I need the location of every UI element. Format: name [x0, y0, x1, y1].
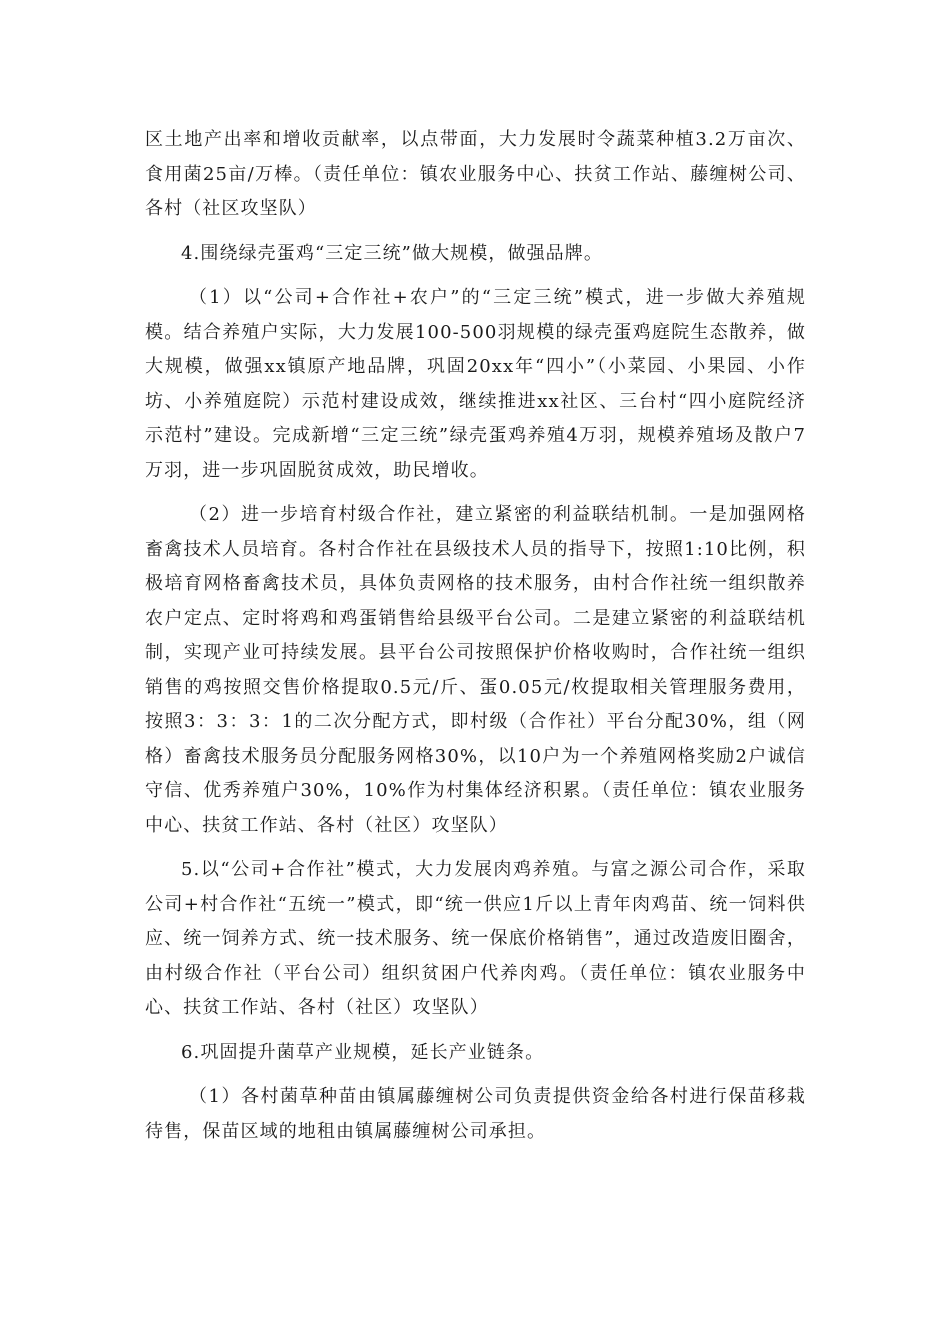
paragraph-item-6-1: （1）各村菌草种苗由镇属藤缠树公司负责提供资金给各村进行保苗移栽待售，保苗区域的地租由镇属藤缠树公司承担。 [145, 1086, 806, 1142]
paragraph-item-4-2: （2）进一步培育村级合作社，建立紧密的利益联结机制。一是加强网格畜禽技术人员培育。各村合作社在县级技术人员的指导下，按照1:10比例，积极培育网格畜禽技术员，具体负责网格的技术服务，由村合作社统一组织散养农户定点、定时将鸡和鸡蛋销售给县级平台公司。二是建立紧密的利益联结机制，实现产业可持续发展。县平台公司按照保护价格收购时，合作社统一组织销售的鸡按照交售价格提取0.5元/斤、蛋0.05元/枚提取相关管理服务费用，按照3：3：3：1的二次分配方式，即村级（合作社）平台分配30%，组（网格）畜禽技术服务员分配服务网格30%，以10户为一个养殖网格奖励2户诚信守信、优秀养殖户30%，10%作为村集体经济积累。（责任单位：镇农业服务中心、扶贫工作站、各村（社区）攻坚队） [145, 504, 806, 836]
paragraph-continuation: 区土地产出率和增收贡献率，以点带面，大力发展时令蔬菜种植3.2万亩次、食用菌25亩/万棒。（责任单位：镇农业服务中心、扶贫工作站、藤缠树公司、各村（社区攻坚队） [145, 129, 806, 219]
paragraph-item-4-heading: 4.围绕绿壳蛋鸡“三定三统”做大规模，做强品牌。 [181, 242, 603, 264]
paragraph-item-5: 5.以“公司+合作社”模式，大力发展肉鸡养殖。与富之源公司合作，采取公司+村合作社“五统一”模式，即“统一供应1斤以上青年肉鸡苗、统一饲料供应、统一饲养方式、统一技术服务、统一保底价格销售”，通过改造废旧圈舍，由村级合作社（平台公司）组织贫困户代养肉鸡。（责任单位：镇农业服务中心、扶贫工作站、各村（社区）攻坚队） [145, 859, 806, 1018]
paragraph-item-6-heading: 6.巩固提升菌草产业规模，延长产业链条。 [181, 1041, 545, 1063]
paragraph-item-4-1: （1）以“公司+合作社+农户”的“三定三统”模式，进一步做大养殖规模。结合养殖户实际，大力发展100-500羽规模的绿壳蛋鸡庭院生态散养，做大规模，做强xx镇原产地品牌，巩固20xx年“四小”（小菜园、小果园、小作坊、小养殖庭院）示范村建设成效，继续推进xx社区、三台村“四小庭院经济示范村”建设。完成新增“三定三统”绿壳蛋鸡养殖4万羽，规模养殖场及散户7万羽，进一步巩固脱贫成效，助民增收。 [145, 287, 806, 481]
